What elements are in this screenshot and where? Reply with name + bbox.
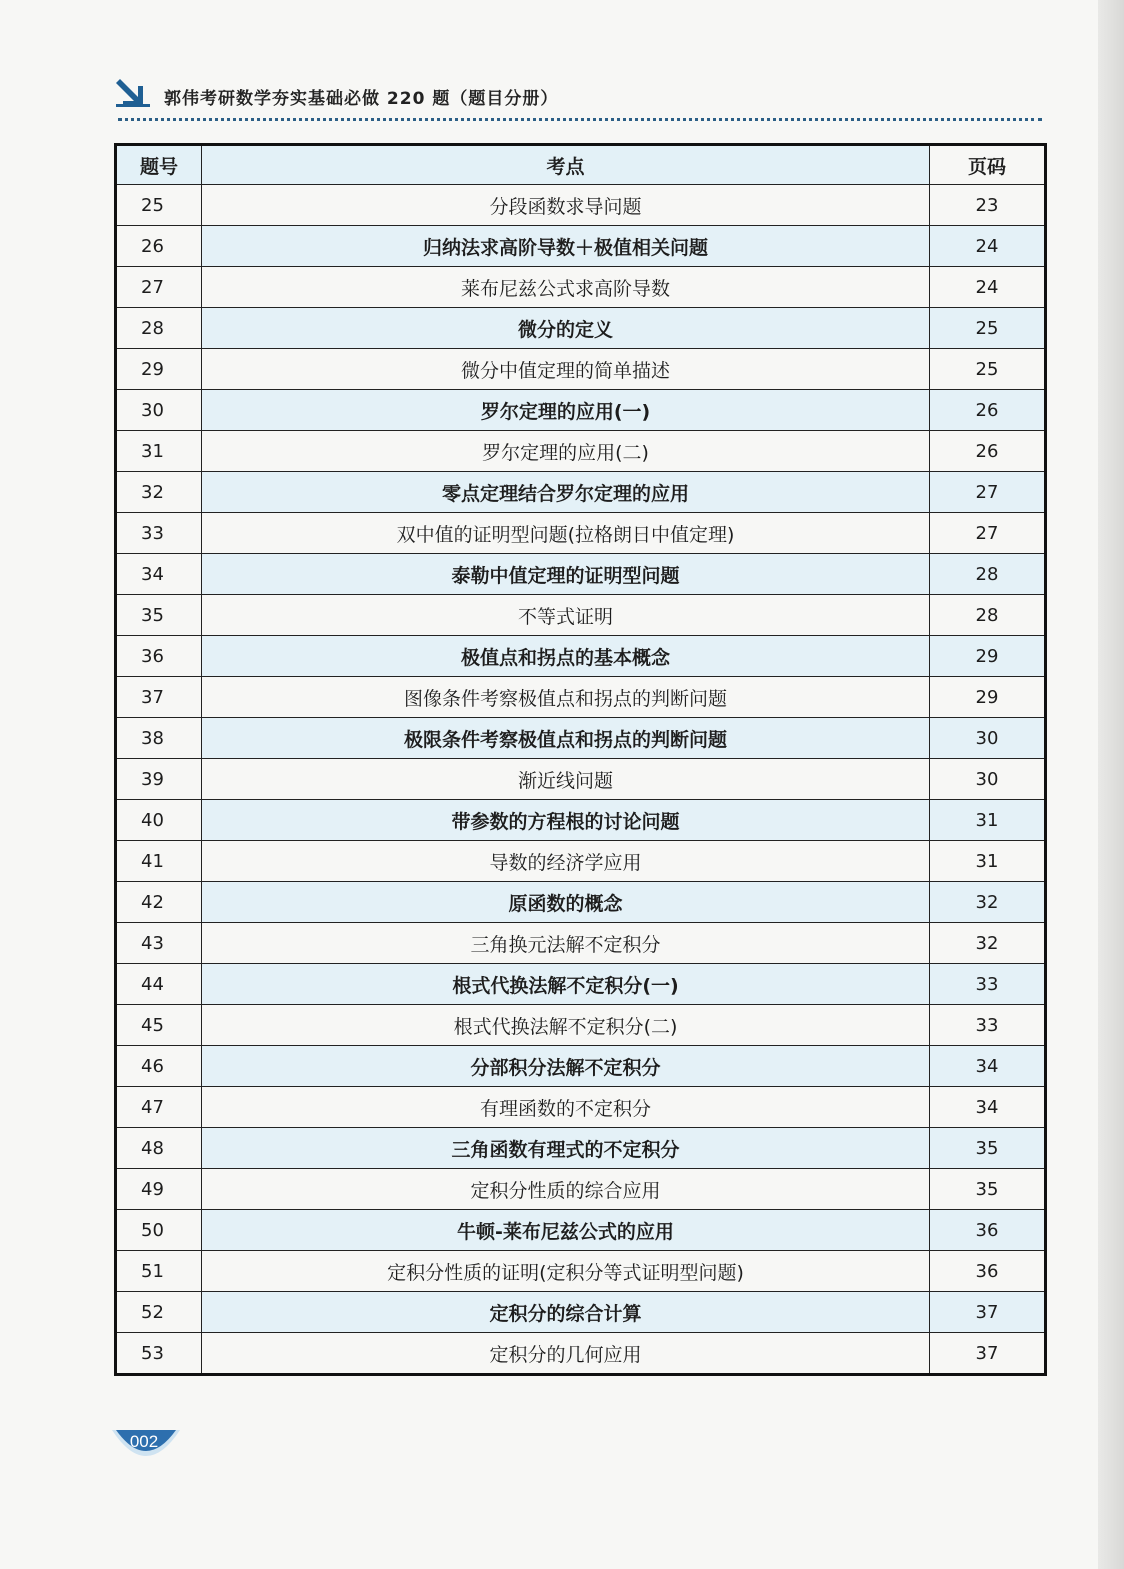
row-page: 31: [930, 800, 1046, 841]
row-topic: 罗尔定理的应用(一): [202, 390, 930, 431]
row-number: 40: [116, 800, 202, 841]
row-topic: 根式代换法解不定积分(二): [202, 1005, 930, 1046]
row-topic: 定积分性质的证明(定积分等式证明型问题): [202, 1251, 930, 1292]
row-number: 34: [116, 554, 202, 595]
toc-body: [116, 185, 1046, 1375]
row-number: 26: [116, 226, 202, 267]
row-topic: 罗尔定理的应用(二): [202, 431, 930, 472]
row-topic: 渐近线问题: [202, 759, 930, 800]
running-header: [112, 76, 1052, 116]
page-number: 002: [129, 1432, 159, 1451]
table-row: [116, 1251, 1046, 1292]
arrow-logo-icon: [116, 76, 150, 108]
table-row: [116, 718, 1046, 759]
row-page: 32: [930, 882, 1046, 923]
toc-table: [114, 143, 1047, 1376]
row-number: 49: [116, 1169, 202, 1210]
table-row: [116, 882, 1046, 923]
table-row: [116, 1087, 1046, 1128]
table-row: [116, 308, 1046, 349]
row-page: 35: [930, 1128, 1046, 1169]
row-number: 27: [116, 267, 202, 308]
row-page: 29: [930, 636, 1046, 677]
table-row: [116, 964, 1046, 1005]
table-row: [116, 1169, 1046, 1210]
running-title: 郭伟考研数学夯实基础必做 220 题（题目分册）: [164, 89, 559, 109]
row-number: 45: [116, 1005, 202, 1046]
dotted-divider: [118, 118, 1042, 121]
row-number: 48: [116, 1128, 202, 1169]
row-page: 25: [930, 308, 1046, 349]
table-row: [116, 841, 1046, 882]
page-number-badge: [110, 1420, 182, 1466]
row-number: 30: [116, 390, 202, 431]
row-topic: 原函数的概念: [202, 882, 930, 923]
row-topic: 极限条件考察极值点和拐点的判断问题: [202, 718, 930, 759]
table-row: [116, 1333, 1046, 1375]
row-topic: 零点定理结合罗尔定理的应用: [202, 472, 930, 513]
row-topic: 归纳法求高阶导数＋极值相关问题: [202, 226, 930, 267]
row-page: 32: [930, 923, 1046, 964]
row-page: 34: [930, 1087, 1046, 1128]
row-topic: 根式代换法解不定积分(一): [202, 964, 930, 1005]
table-row: [116, 923, 1046, 964]
table-row: [116, 226, 1046, 267]
row-number: 44: [116, 964, 202, 1005]
row-number: 38: [116, 718, 202, 759]
column-header-page: 页码: [930, 145, 1046, 185]
row-number: 46: [116, 1046, 202, 1087]
table-row: [116, 677, 1046, 718]
table-row: [116, 431, 1046, 472]
row-page: 27: [930, 513, 1046, 554]
row-topic: 带参数的方程根的讨论问题: [202, 800, 930, 841]
row-page: 36: [930, 1210, 1046, 1251]
table-row: [116, 267, 1046, 308]
row-number: 43: [116, 923, 202, 964]
row-topic: 图像条件考察极值点和拐点的判断问题: [202, 677, 930, 718]
row-number: 41: [116, 841, 202, 882]
table-row: [116, 1292, 1046, 1333]
row-topic: 分部积分法解不定积分: [202, 1046, 930, 1087]
row-number: 39: [116, 759, 202, 800]
row-number: 29: [116, 349, 202, 390]
row-topic: 定积分性质的综合应用: [202, 1169, 930, 1210]
row-topic: 三角函数有理式的不定积分: [202, 1128, 930, 1169]
table-row: [116, 1005, 1046, 1046]
row-page: 33: [930, 1005, 1046, 1046]
table-row: [116, 595, 1046, 636]
table-row: [116, 636, 1046, 677]
row-page: 28: [930, 554, 1046, 595]
row-page: 24: [930, 226, 1046, 267]
row-page: 28: [930, 595, 1046, 636]
row-topic: 分段函数求导问题: [202, 185, 930, 226]
row-topic: 定积分的几何应用: [202, 1333, 930, 1375]
row-topic: 牛顿-莱布尼兹公式的应用: [202, 1210, 930, 1251]
row-number: 32: [116, 472, 202, 513]
row-page: 37: [930, 1333, 1046, 1375]
row-number: 37: [116, 677, 202, 718]
column-header-number: 题号: [116, 145, 202, 185]
row-page: 36: [930, 1251, 1046, 1292]
row-topic: 莱布尼兹公式求高阶导数: [202, 267, 930, 308]
table-row: [116, 1046, 1046, 1087]
table-row: [116, 513, 1046, 554]
row-page: 30: [930, 759, 1046, 800]
row-page: 27: [930, 472, 1046, 513]
row-page: 37: [930, 1292, 1046, 1333]
table-row: [116, 554, 1046, 595]
row-number: 51: [116, 1251, 202, 1292]
row-number: 33: [116, 513, 202, 554]
table-row: [116, 1210, 1046, 1251]
row-number: 31: [116, 431, 202, 472]
row-number: 53: [116, 1333, 202, 1375]
row-page: 30: [930, 718, 1046, 759]
row-topic: 导数的经济学应用: [202, 841, 930, 882]
row-topic: 有理函数的不定积分: [202, 1087, 930, 1128]
row-number: 47: [116, 1087, 202, 1128]
row-page: 26: [930, 390, 1046, 431]
table-header-row: [116, 145, 1046, 185]
row-number: 50: [116, 1210, 202, 1251]
row-page: 35: [930, 1169, 1046, 1210]
row-topic: 三角换元法解不定积分: [202, 923, 930, 964]
row-page: 25: [930, 349, 1046, 390]
row-number: 35: [116, 595, 202, 636]
row-topic: 微分的定义: [202, 308, 930, 349]
row-number: 36: [116, 636, 202, 677]
table-row: [116, 1128, 1046, 1169]
row-topic: 双中值的证明型问题(拉格朗日中值定理): [202, 513, 930, 554]
table-row: [116, 800, 1046, 841]
row-number: 25: [116, 185, 202, 226]
row-page: 33: [930, 964, 1046, 1005]
row-page: 29: [930, 677, 1046, 718]
row-page: 24: [930, 267, 1046, 308]
row-topic: 定积分的综合计算: [202, 1292, 930, 1333]
table-row: [116, 349, 1046, 390]
row-number: 52: [116, 1292, 202, 1333]
row-page: 26: [930, 431, 1046, 472]
page-edge: [1098, 0, 1124, 1569]
table-row: [116, 759, 1046, 800]
table-row: [116, 185, 1046, 226]
row-topic: 微分中值定理的简单描述: [202, 349, 930, 390]
row-number: 28: [116, 308, 202, 349]
row-topic: 极值点和拐点的基本概念: [202, 636, 930, 677]
row-number: 42: [116, 882, 202, 923]
row-page: 23: [930, 185, 1046, 226]
row-page: 31: [930, 841, 1046, 882]
column-header-topic: 考点: [202, 145, 930, 185]
row-page: 34: [930, 1046, 1046, 1087]
table-row: [116, 390, 1046, 431]
table-row: [116, 472, 1046, 513]
row-topic: 不等式证明: [202, 595, 930, 636]
row-topic: 泰勒中值定理的证明型问题: [202, 554, 930, 595]
